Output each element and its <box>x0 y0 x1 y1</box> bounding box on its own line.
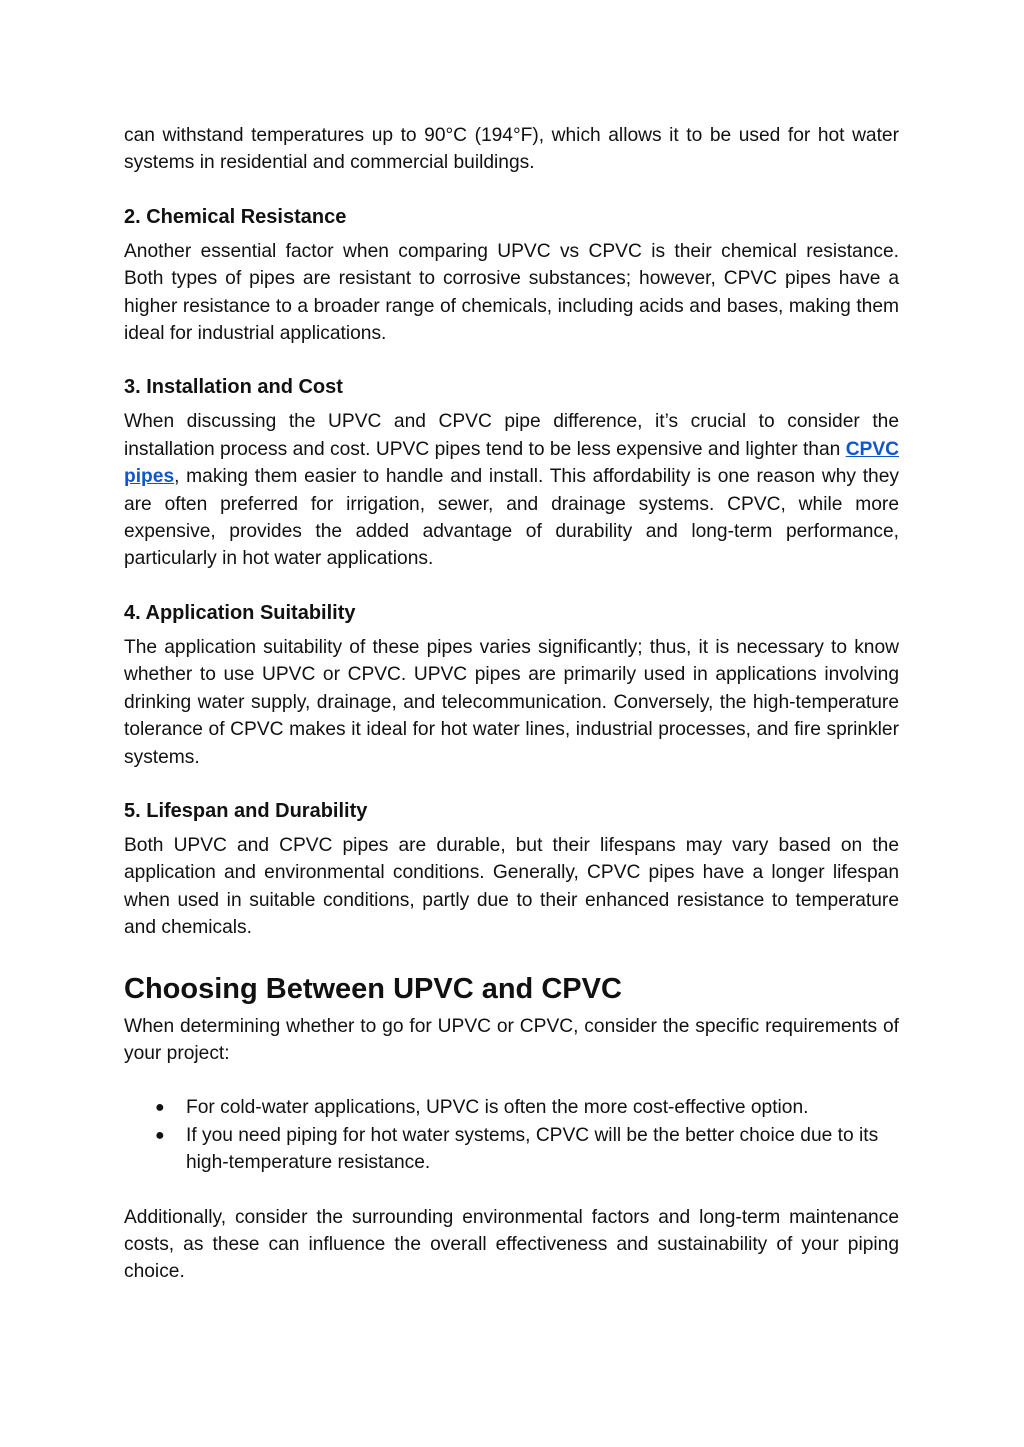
paragraph-choosing-intro: When determining whether to go for UPVC or CPVC, consider the specific requirements of your project: <box>124 1015 899 1064</box>
heading-application-suitability: 4. Application Suitability <box>124 601 356 624</box>
paragraph-application-suitability: The application suitability of these pipes varies significantly; thus, it is necessary to know whether to use UPVC or CPVC. UPVC pipes are primarily used in applications involving drinking water supply, drainage, and telecommunication. Conversely, the high-temperature tolerance of CPVC makes it ideal for hot water lines, industrial processes, and fire sprinkler systems. <box>124 636 899 768</box>
paragraph-installation-cost-text-1: When discussing the UPVC and CPVC pipe difference, it’s crucial to consider the installation process and cost. UPVC pipes tend to be less expensive and lighter than <box>124 411 899 460</box>
paragraph-lifespan-durability: Both UPVC and CPVC pipes are durable, but their lifespans may vary based on the application and environmental conditions. Generally, CPVC pipes have a longer lifespan when used in suitable conditions, partly due to their enhanced resistance to temperature and chemicals. <box>124 834 899 939</box>
paragraph-installation-cost <box>124 408 899 572</box>
paragraph-installation-cost-text-2: , making them easier to handle and install. This affordability is one reason why they are often preferred for irrigation, sewer, and drainage systems. CPVC, while more expensive, provides the added advantage of durability and long-term performance, particularly in hot water applications. <box>124 466 899 570</box>
heading-chemical-resistance: 2. Chemical Resistance <box>124 205 347 228</box>
paragraph-chemical-resistance: Another essential factor when comparing UPVC vs CPVC is their chemical resistance. Both types of pipes are resistant to corrosive substances; however, CPVC pipes have a higher resistance to a broader range of chemicals, including acids and bases, making them ideal for industrial applications. <box>124 240 899 345</box>
bullet-icon: ● <box>155 1126 165 1144</box>
bullet-list <box>124 1094 899 1176</box>
bullet-icon: ● <box>155 1099 165 1117</box>
list-item <box>124 1094 899 1121</box>
cpvc-pipes-link[interactable]: CPVC pipes <box>124 438 899 488</box>
document-page <box>124 122 899 1286</box>
heading-installation-cost: 3. Installation and Cost <box>124 376 343 399</box>
heading-lifespan-durability: 5. Lifespan and Durability <box>124 799 368 822</box>
heading-choosing-between: Choosing Between UPVC and CPVC <box>124 972 622 1005</box>
intro-paragraph: can withstand temperatures up to 90°C (194°F), which allows it to be used for hot water systems in residential and commercial buildings. <box>124 125 899 174</box>
paragraph-closing: Additionally, consider the surrounding environmental factors and long-term maintenance costs, as these can influence the overall effectiveness and sustainability of your piping choice. <box>124 1206 899 1283</box>
list-item <box>124 1122 899 1177</box>
list-item-text: If you need piping for hot water systems, CPVC will be the better choice due to its high-temperature resistance. <box>186 1124 879 1174</box>
list-item-text: For cold-water applications, UPVC is often the more cost-effective option. <box>186 1097 809 1119</box>
